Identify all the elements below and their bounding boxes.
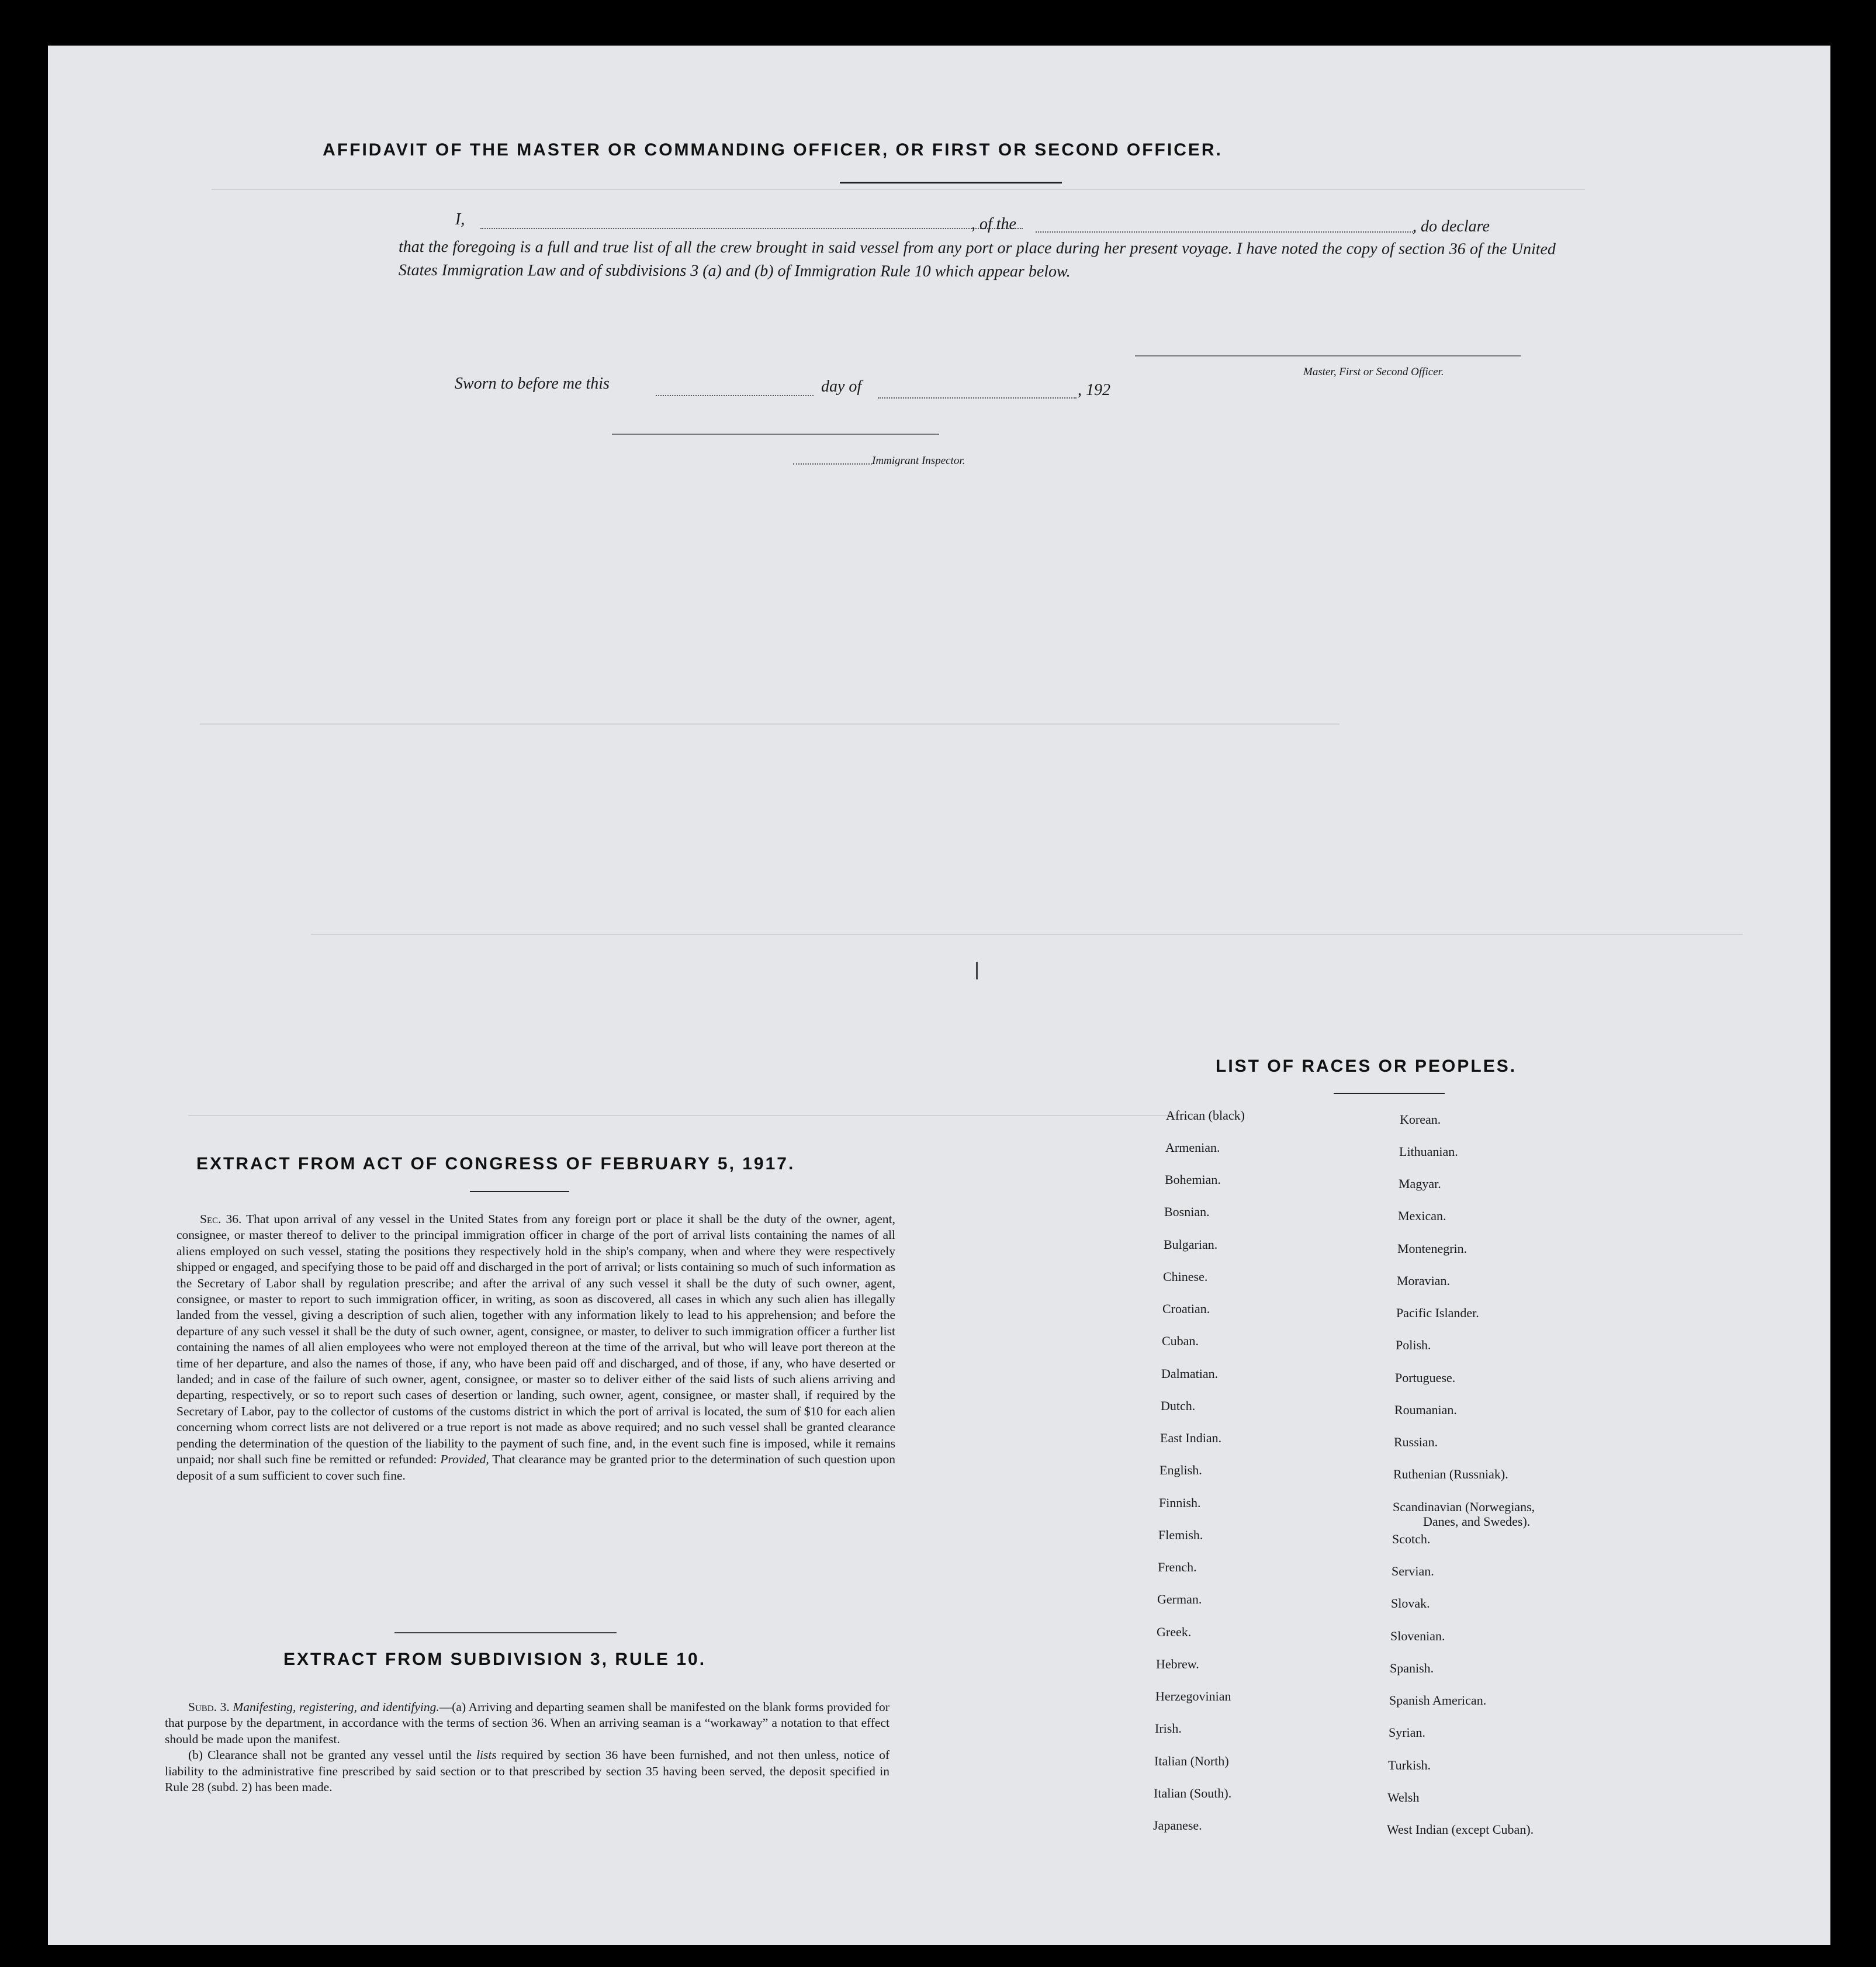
race-item: Herzegovinian: [1155, 1689, 1231, 1703]
race-item: Finnish.: [1159, 1495, 1201, 1510]
race-item: English.: [1159, 1463, 1202, 1477]
i-label: I,: [455, 210, 465, 228]
race-item: Chinese.: [1163, 1269, 1208, 1284]
race-item: Italian (South).: [1154, 1786, 1232, 1800]
races-title: LIST OF RACES OR PEOPLES.: [1216, 1057, 1517, 1076]
race-item: Spanish.: [1390, 1661, 1434, 1675]
race-item: Irish.: [1155, 1721, 1182, 1736]
inspector-signature-line: [612, 434, 939, 435]
of-the-label: , of the: [971, 215, 1016, 233]
race-item: Portuguese.: [1395, 1370, 1456, 1385]
title-underline: [840, 182, 1062, 183]
race-item: Ruthenian (Russniak).: [1393, 1467, 1508, 1481]
race-item: Croatian.: [1162, 1301, 1210, 1316]
year-label: , 192: [1078, 381, 1110, 399]
race-item: Moravian.: [1397, 1273, 1451, 1288]
race-item: African (black): [1166, 1108, 1245, 1123]
affidavit-title: AFFIDAVIT OF THE MASTER OR COMMANDING OFFICER, OR FIRST OR SECOND OFFICER.: [323, 140, 1223, 160]
race-item: Spanish American.: [1389, 1693, 1487, 1708]
race-item: French.: [1158, 1560, 1197, 1574]
race-item: East Indian.: [1160, 1431, 1222, 1445]
race-item: Dutch.: [1161, 1398, 1196, 1413]
rule-10-text: [165, 1699, 889, 1795]
day-of-label: day of: [821, 378, 862, 396]
race-item: Roumanian.: [1394, 1402, 1457, 1417]
races-title-underline: [1334, 1093, 1445, 1094]
race-item: Syrian.: [1389, 1725, 1425, 1740]
race-item: Danes, and Swedes).: [1423, 1514, 1531, 1529]
race-item: Flemish.: [1158, 1528, 1203, 1542]
day-blank: [656, 395, 814, 396]
act-title-underline: [470, 1191, 569, 1192]
section-36-body: That upon arrival of any vessel in the United States from any foreign port or place it shall be the duty of the owner, agent, consignee, or master thereof to deliver to the principal immigration officer in charge of the port of arrival lists containing the names of all aliens employed on such vessel, stating the positions they respectively hold in the ship's company, when and where they were respectively shipped or engaged, and specifying those to be paid off and discharged in the port of arrival; or lists containing so much of such information as the Secretary of Labor shall by regulation prescribe; and after the arrival of any such vessel it shall be the duty of such owner, agent, consignee, or master to report to such immigration officer, in writing, as soon as discovered, all cases in which any such alien has illegally landed from the vessel, giving a description of such alien, together with any information likely to lead to his apprehension; and before the departure of any such vessel it shall be the duty of such owner, agent, consignee, or master, to deliver to such immigration officer a further list containing the names of all alien employees who were not employed thereon at the time of the arrival, but who will leave port thereon at the time of her departure, and also the names of those, if any, who have been paid off and discharged, and of those, if any, who have deserted or landed; and in case of the failure of such owner, agent, consignee, or master so to deliver either of the said lists of such aliens arriving and departing, respectively, or so to report such cases of desertion or landing, such owner, agent, consignee, or master shall, if required by the Secretary of Labor, pay to the collector of customs of the customs district in which the port of arrival is located, the sum of $10 for each alien concerning whom correct lists are not delivered or a true report is not made as above required; and no such vessel shall be granted clearance pending the determination of the question of the liability to the payment of such fine, and, in the event such fine is imposed, while it remains unpaid; nor shall such fine be remitted or refunded:: [176, 1212, 895, 1467]
race-item: Magyar.: [1399, 1176, 1441, 1191]
act-extract-title: EXTRACT FROM ACT OF CONGRESS OF FEBRUARY 5, 1917.: [196, 1154, 795, 1173]
race-item: Polish.: [1396, 1338, 1431, 1352]
subd-label: Subd. 3.: [188, 1700, 230, 1714]
para-a-marker: —(a): [439, 1700, 466, 1714]
race-item: Greek.: [1157, 1625, 1192, 1639]
section-36-provided-clause: That clearance may be granted prior to the determination of such question upon deposit of a sum sufficient to cover such fine.: [176, 1452, 895, 1483]
bleed-through-mark: [311, 934, 1743, 935]
race-item: West Indian (except Cuban).: [1387, 1822, 1534, 1837]
race-item: Slovenian.: [1390, 1629, 1445, 1643]
race-item: Armenian.: [1165, 1140, 1220, 1155]
race-item: Russian.: [1394, 1435, 1438, 1449]
race-item: Turkish.: [1388, 1758, 1431, 1772]
bleed-through-mark: [200, 723, 1339, 725]
race-item: Slovak.: [1391, 1596, 1430, 1611]
para-b-text: Clearance shall not be granted any vessel until the: [207, 1748, 472, 1762]
name-blank: [480, 228, 1023, 229]
race-item: Italian (North): [1154, 1754, 1229, 1768]
race-item: German.: [1157, 1592, 1202, 1606]
do-declare-label: , do declare: [1413, 217, 1490, 236]
master-signature-line: [1135, 355, 1521, 356]
rule-extract-title: EXTRACT FROM SUBDIVISION 3, RULE 10.: [283, 1650, 707, 1669]
race-item: Korean.: [1400, 1112, 1441, 1127]
document-page: [48, 46, 1830, 1945]
ink-mark: [976, 962, 978, 979]
para-b-text-cont: required by section 36 have been furnished, and not then unless, notice of liability to the administrative fine prescribed by said section or to that prescribed by section 35 having been served, the deposit specified in Rule 28 (subd. 2) has been made.: [165, 1748, 890, 1795]
rule-heading: Manifesting, registering, and identifying.: [233, 1700, 439, 1714]
race-item: Dalmatian.: [1161, 1366, 1219, 1381]
month-blank: [878, 397, 1077, 399]
vessel-blank: [1036, 231, 1415, 233]
inspector-caption: Immigrant Inspector.: [872, 455, 965, 467]
bleed-through-mark: [212, 189, 1585, 190]
para-b-marker: (b): [188, 1748, 203, 1762]
declaration-text: that the foregoing is a full and true list of all the crew brought in said vessel from any port or place during her present voyage. I have noted the copy of section 36 of the United States Immigration Law and of subdivisions 3 (a) and (b) of Immigration Rule 10 which appear below.: [398, 238, 1556, 281]
race-item: Scandinavian (Norwegians,: [1393, 1500, 1535, 1514]
race-item: Bosnian.: [1164, 1204, 1210, 1219]
provided-word: Provided,: [440, 1452, 489, 1467]
race-item: Hebrew.: [1156, 1657, 1199, 1671]
race-item: Scotch.: [1392, 1532, 1431, 1546]
section-36-text: [176, 1211, 895, 1484]
race-item: Montenegrin.: [1397, 1241, 1467, 1256]
section-label: Sec. 36.: [200, 1212, 242, 1226]
race-item: Servian.: [1392, 1564, 1434, 1578]
section-divider: [394, 1632, 617, 1633]
master-caption: Master, First or Second Officer.: [1303, 366, 1444, 378]
race-item: Mexican.: [1398, 1208, 1446, 1223]
race-item: Lithuanian.: [1399, 1144, 1458, 1159]
inspector-caption-lead: [793, 463, 872, 465]
race-item: Welsh: [1387, 1790, 1420, 1805]
race-item: Bohemian.: [1165, 1172, 1221, 1187]
race-item: Pacific Islander.: [1396, 1305, 1479, 1320]
race-item: Cuban.: [1162, 1334, 1199, 1348]
bleed-through-mark: [188, 1115, 1182, 1116]
sworn-label: Sworn to before me this: [455, 375, 610, 393]
race-item: Japanese.: [1153, 1818, 1202, 1833]
para-a-text: Arriving and departing seamen shall be manifested on the blank forms provided for that purpose by the department, in accordance with the terms of section 36. When an arriving seaman is a “workaway” a notation to that effect should be made upon the manifest.: [165, 1700, 889, 1746]
lists-word: lists: [476, 1748, 497, 1762]
race-item: Bulgarian.: [1164, 1237, 1218, 1252]
